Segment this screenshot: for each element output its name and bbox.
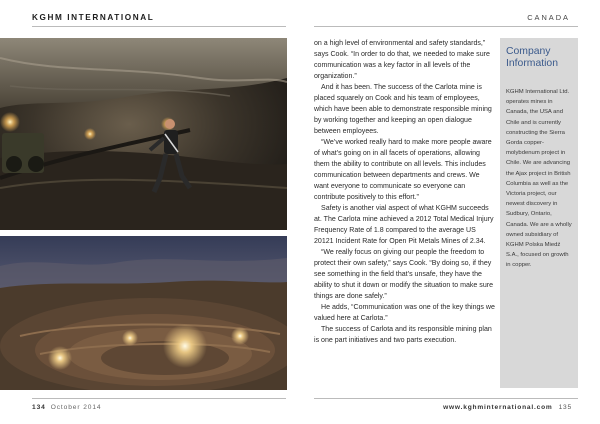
article-paragraph: And it has been. The success of the Carlota mine is placed squarely on Cook and his team of employees, which have been able to demonstrate responsible mining by working together and keeping an open dialogue between employees.: [314, 84, 492, 135]
article-paragraph: “We really focus on giving our people the freedom to protect their own safety,” says Cook. “By doing so, if they see something in the field that’s unsafe, they have the ability to shut it down or modify the situation to make sure things are done safely.”: [314, 249, 494, 300]
website-link[interactable]: www.kghminternational.com: [443, 404, 553, 411]
page-number-right: 135: [558, 404, 572, 411]
company-info-sidebar: [500, 38, 578, 388]
photo-open-pit-mine: [0, 236, 287, 390]
photo-underground-mine: [0, 38, 287, 230]
article-body: [314, 38, 496, 346]
footer-right: [443, 404, 572, 411]
article-paragraph: “We’ve worked really hard to make more people aware of what’s going on in all facets of operations, allowing them the ability to contribute on all levels. This includes communication between departments and crews. We want everyone to communicate so everyone can contribute positively to this effort.”: [314, 139, 492, 201]
footer-rule-left: [32, 398, 286, 399]
header-rule-right: [314, 26, 578, 27]
article-paragraph: on a high level of environmental and safety standards,” says Cook. “In order to do that, we needed to make sure communication was a key factor in all levels of the organization.”: [314, 40, 490, 80]
article-paragraph: The success of Carlota and its responsible mining plan is one part initiatives and two parts execution.: [314, 326, 492, 344]
page-number-left: 134: [32, 404, 46, 411]
footer-rule-right: [314, 398, 578, 399]
footer-left: [32, 404, 101, 411]
article-paragraph: He adds, “Communication was one of the key things we valued here at Carlota.”: [314, 304, 495, 322]
header-country: CANADA: [527, 13, 570, 22]
sidebar-body: KGHM International Ltd. operates mines in Canada, the USA and Chile and is currently constructing the Sierra Gorda copper-molybdenum project in Chile. We are advancing the Ajax project in British Columbia as well as the Victoria project, our newest discovery in Sudbury, Ontario, Canada. We are a wholly owned subsidiary of KGHM Polska Miedź S.A., focused on growth in copper.: [506, 89, 572, 269]
issue-date: October 2014: [50, 404, 102, 411]
header-brand: KGHM INTERNATIONAL: [32, 13, 155, 22]
header-rule-left: [32, 26, 286, 27]
sidebar-title: Company Information: [506, 46, 558, 69]
article-paragraph: Safety is another vial aspect of what KGHM succeeds at. The Carlota mine achieved a 2012 Total Medical Injury Frequency Rate of 1.8 compared to the average US 20121 Incident Rate for Open Pit Metals Mines of 2.34.: [314, 205, 494, 245]
